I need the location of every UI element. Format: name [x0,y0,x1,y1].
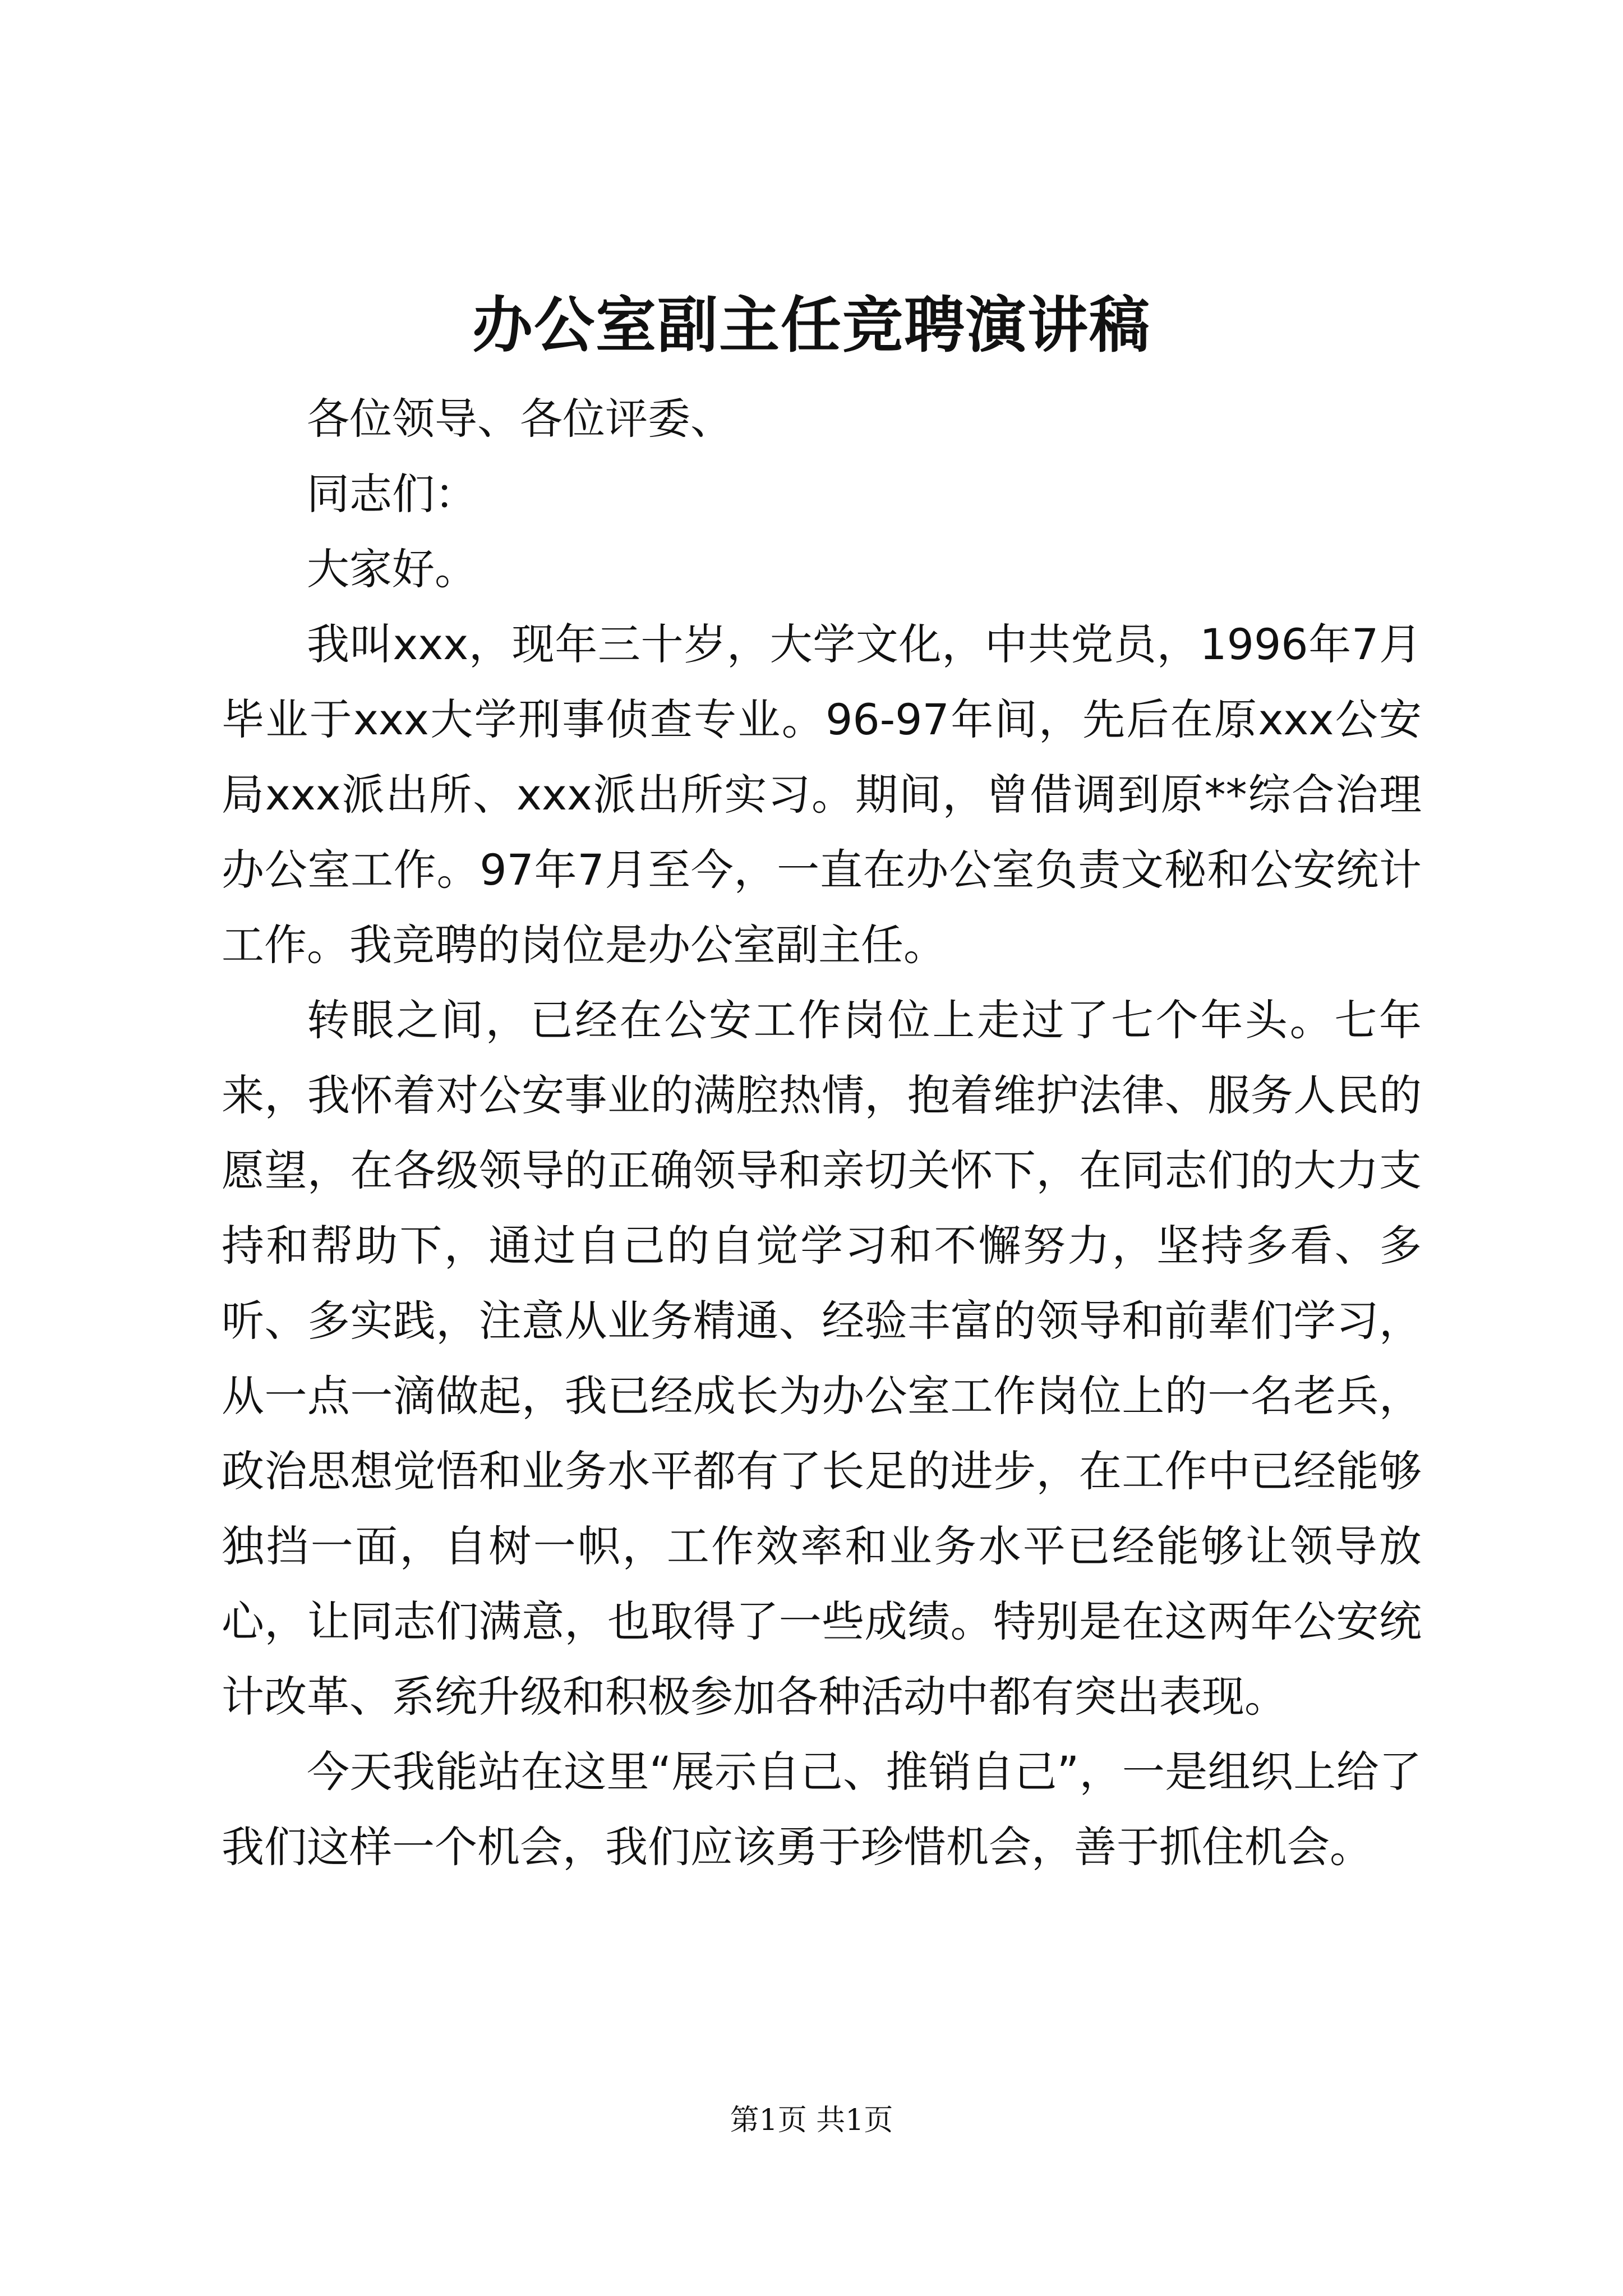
body-paragraph: 我叫xxx，现年三十岁，大学文化，中共党员，1996年7月毕业于xxx大学刑事侦查专业。96-97年间，先后在原xxx公安局xxx派出所、xxx派出所实习。期间，曾借调到原**综合治理办公室工作。97年7月至今，一直在办公室负责文秘和公安统计工作。我竞聘的岗位是办公室副主任。 [222,619,1422,970]
document-body [222,381,1422,1885]
document-title: 办公室副主任竞聘演讲稿 [472,290,1151,361]
greeting-line: 大家好。 [307,544,477,594]
body-paragraph: 转眼之间，已经在公安工作岗位上走过了七个年头。七年来，我怀着对公安事业的满腔热情，抱着维护法律、服务人民的愿望，在各级领导的正确领导和亲切关怀下，在同志们的大力支持和帮助下，通过自己的自觉学习和不懈努力，坚持多看、多听、多实践，注意从业务精通、经验丰富的领导和前辈们学习，从一点一滴做起，我已经成长为办公室工作岗位上的一名老兵，政治思想觉悟和业务水平都有了长足的进步，在工作中已经能够独挡一面，自树一帜，工作效率和业务水平已经能够让领导放心，让同志们满意，也取得了一些成绩。特别是在这两年公安统计改革、系统升级和积极参加各种活动中都有突出表现。 [222,995,1422,1722]
salutation-line: 同志们： [307,469,477,519]
body-paragraph: 今天我能站在这里“展示自己、推销自己”，一是组织上给了我们这样一个机会，我们应该勇于珍惜机会，善于抓住机会。 [222,1747,1422,1872]
page-footer: 第1页 共1页 [730,2104,893,2137]
salutation-line: 各位领导、各位评委、 [307,394,733,444]
